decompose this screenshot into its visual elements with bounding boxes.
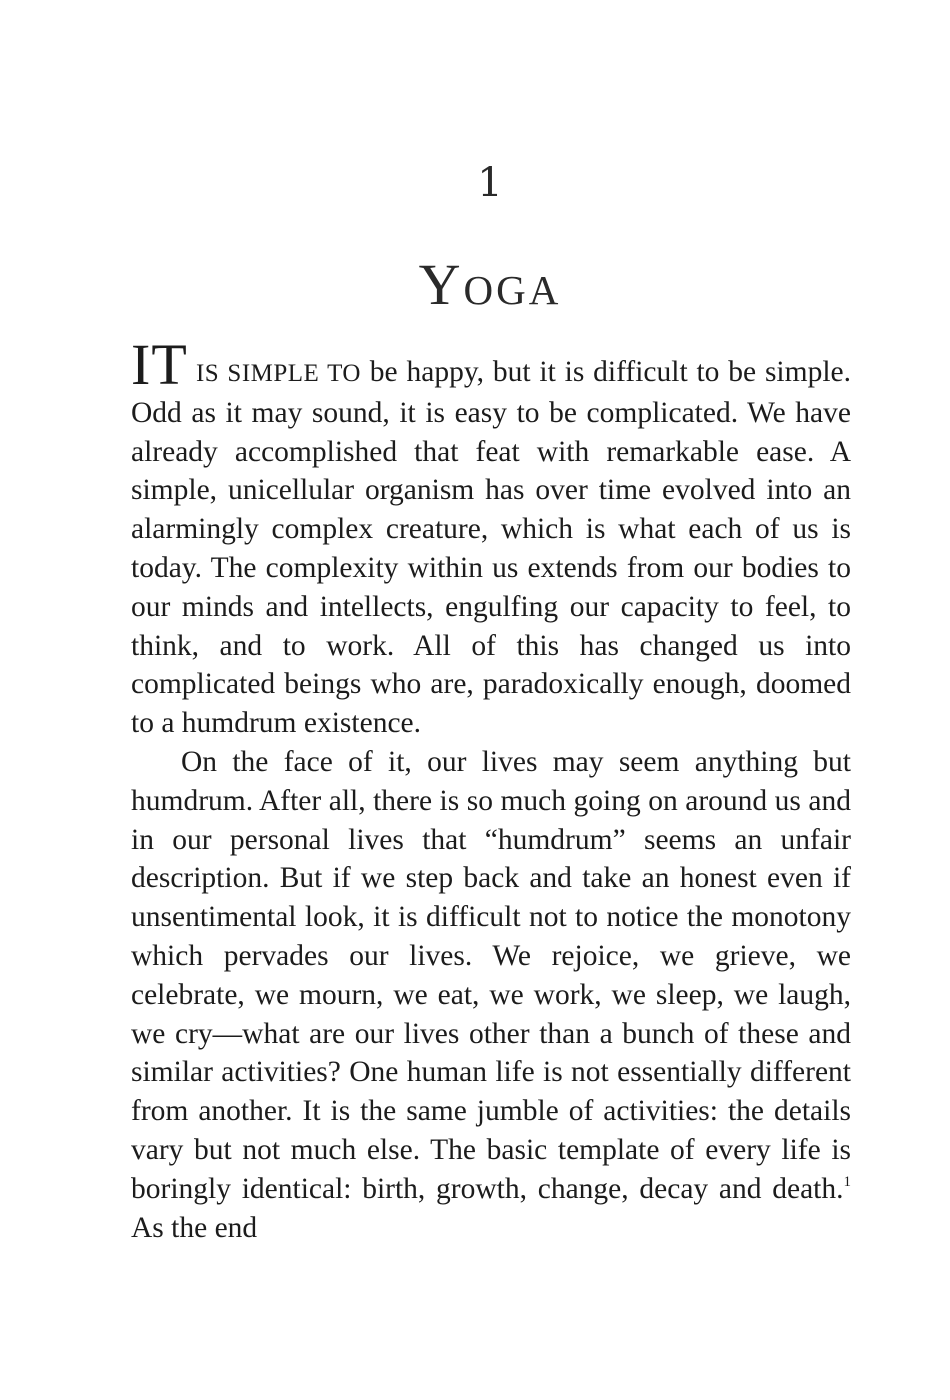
paragraph-1-text: be happy, but it is difficult to be simple. Odd as it may sound, it is easy to be complicated. We have already accomplished that feat with remarkable ease. A simple, unicellular organism has over time evolved into an alarmingly complex creature, which is what each of us is today. The complexity within us extends from our bodies to our minds and intellects, engulfing our capacity to feel, to think, and to work. All of this has changed us into complicated beings who are, paradoxically enough, doomed to a humdrum existence. [131, 356, 851, 740]
paragraph-1 [131, 332, 851, 743]
lead-in-small-caps: IS SIMPLE TO [187, 360, 361, 387]
drop-cap: IT [131, 332, 188, 397]
chapter-title: Yoga [418, 252, 562, 317]
paragraph-2 [131, 743, 851, 1247]
paragraph-2-text-continued: As the end [131, 1211, 258, 1244]
chapter-number: 1 [477, 160, 503, 206]
body-text [131, 332, 851, 1247]
footnote-reference[interactable]: 1 [843, 1173, 851, 1190]
paragraph-2-text: On the face of it, our lives may seem anything but humdrum. After all, there is so much going on around us and in our personal lives that “humdrum” seems an unfair description. But if we step back and take an honest even if unsentimental look, it is difficult not to notice the monotony which pervades our lives. We rejoice, we grieve, we celebrate, we mourn, we eat, we work, we sleep, we laugh, we cry—what are our lives other than a bunch of these and similar activities? One human life is not essentially different from another. It is the same jumble of activities: the details vary but not much else. The basic template of every life is boringly identical: birth, growth, change, decay and death. [131, 745, 851, 1205]
